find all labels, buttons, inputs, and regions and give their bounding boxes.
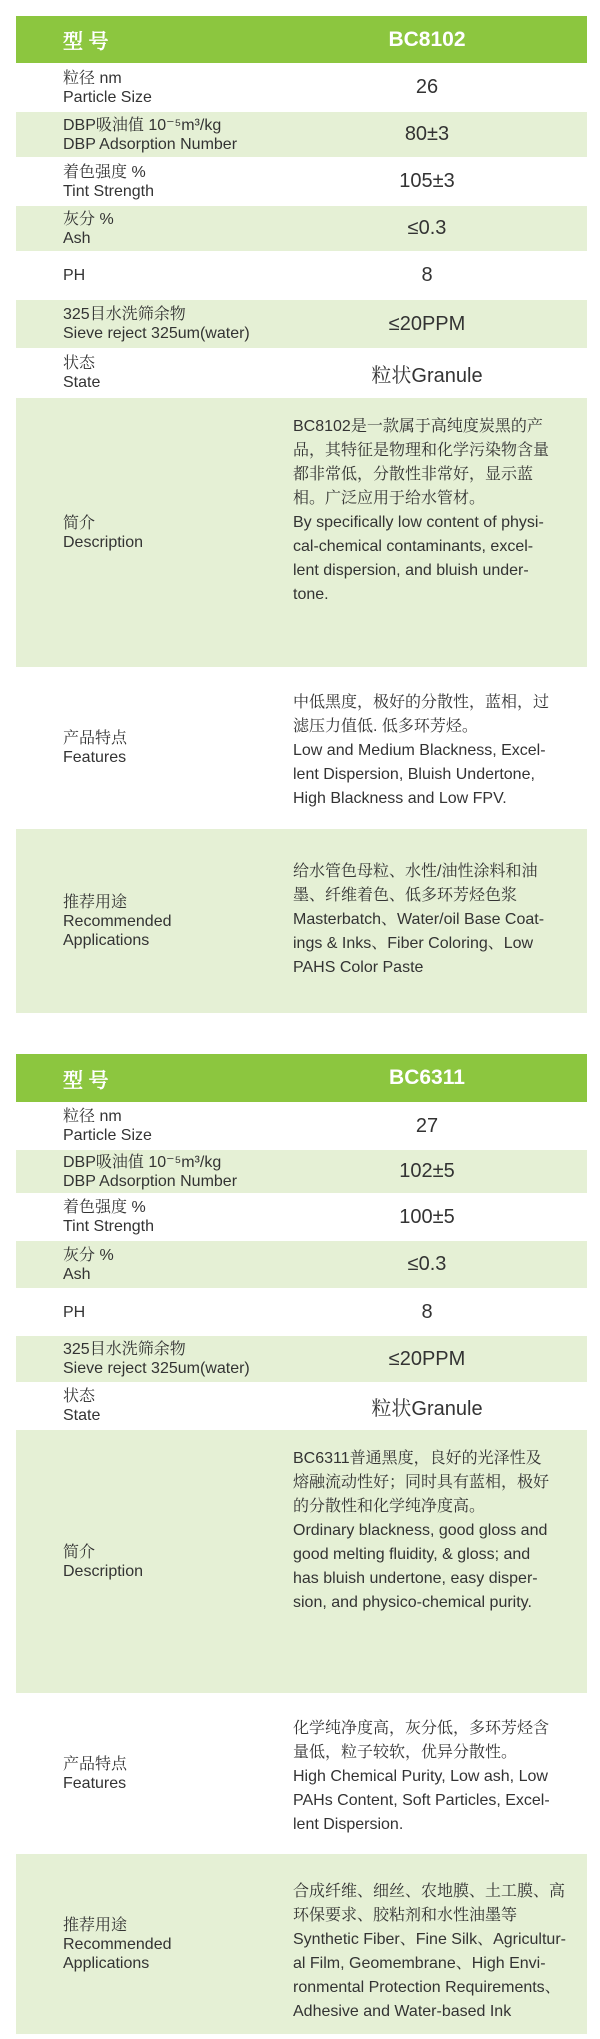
row-label (16, 1695, 267, 1852)
label-en: Sieve reject 325um(water) (63, 325, 250, 342)
spec-table-bc6311 (16, 1054, 587, 2036)
label-cn: 产品特点 (63, 1755, 128, 1773)
label-cn: PH (63, 1303, 86, 1321)
row-dbp (16, 1150, 587, 1195)
row-label (16, 1150, 267, 1193)
row-particle-size (16, 65, 587, 112)
description-text: BC8102是一款属于高纯度炭黑的产 品，其特征是物理和化学污染物含量 都非常低，分散性非常好，显示蓝 相。广泛应用于给水管材。 By specifically low content of physi- cal-chemical contaminants, excel- lent dispersion, and bluish under- tone. (293, 418, 550, 603)
label-cn: 325目水洗筛余物 (63, 306, 186, 323)
row-label (16, 65, 267, 110)
label-cn: 灰分 % (63, 210, 114, 228)
features-text: 中低黑度，极好的分散性，蓝相，过 滤压力值低. 低多环芳烃。 Low and Medium Blackness, Excel- lent Dispersion, Bluish Undertone, High Blackness and Low FPV. (293, 694, 550, 807)
row-label (16, 1430, 267, 1693)
label-en: Particle Size (63, 1127, 152, 1144)
row-label (16, 350, 267, 396)
model-type-label: 型 号 (63, 31, 109, 53)
label-en: Ash (63, 1265, 91, 1283)
row-label (16, 1241, 267, 1288)
model-name: BC8102 (388, 27, 466, 51)
row-particle-size (16, 1104, 587, 1150)
row-value: 80±3 (404, 123, 450, 145)
row-value: 8 (421, 264, 433, 286)
table-header (16, 16, 587, 63)
row-label (16, 1854, 267, 2034)
spec-table-bc8102 (16, 16, 587, 1015)
row-value: ≤0.3 (407, 1253, 447, 1275)
row-ash (16, 206, 587, 253)
label-en: DBP Adsorption Number (63, 135, 238, 153)
row-ph (16, 1290, 587, 1336)
row-label (16, 159, 267, 204)
row-value: ≤20PPM (388, 312, 466, 335)
row-features (16, 1695, 587, 1854)
label-cn: 着色强度 % (63, 1199, 146, 1216)
row-features (16, 669, 587, 829)
row-applications (16, 829, 587, 1015)
row-value: 粒状Granule (371, 1397, 483, 1420)
row-label (16, 669, 267, 827)
label-en: Features (63, 1774, 127, 1792)
label-cn: 状态 (63, 355, 96, 372)
label-cn: DBP吸油值 10⁻⁵m³/kg (63, 1153, 222, 1171)
row-description (16, 1430, 587, 1695)
row-value: 粒状Granule (371, 364, 483, 387)
row-label (16, 206, 267, 251)
label-en: Tint Strength (63, 1218, 155, 1235)
label-cn: 产品特点 (63, 730, 128, 747)
row-label (16, 253, 267, 298)
label-cn: 推荐用途 (63, 893, 128, 911)
row-state (16, 350, 587, 398)
label-en: State (63, 1407, 101, 1424)
row-sieve-reject (16, 1336, 587, 1384)
row-value: 100±5 (399, 1205, 455, 1228)
label-en-2: Applications (63, 1954, 150, 1972)
features-text: 化学纯净度高，灰分低，多环芳烃含 量低，粒子较软，优异分散性。 High Chemical Purity, Low ash, Low PAHs Content, Soft Particles, Excel- lent Dispersion. (293, 1720, 550, 1833)
row-value: 105±3 (399, 170, 455, 192)
model-name: BC6311 (389, 1066, 465, 1089)
row-ph (16, 253, 587, 300)
label-cn: 粒径 nm (63, 1108, 122, 1125)
label-en: DBP Adsorption Number (63, 1172, 238, 1190)
row-sieve-reject (16, 300, 587, 350)
row-label (16, 300, 267, 348)
label-en: Sieve reject 325um(water) (63, 1360, 250, 1377)
row-label (16, 112, 267, 157)
label-en-2: Applications (63, 931, 150, 949)
row-label (16, 1290, 267, 1334)
row-value: 27 (415, 1114, 439, 1137)
label-cn: 简介 (63, 514, 96, 532)
label-cn: 推荐用途 (63, 1916, 128, 1934)
label-en: Description (63, 1562, 144, 1580)
row-value: ≤20PPM (388, 1347, 466, 1370)
row-label (16, 829, 267, 1013)
row-tint-strength (16, 159, 587, 206)
row-label (16, 1384, 267, 1428)
row-description (16, 398, 587, 669)
label-en: Description (63, 533, 144, 551)
row-value: 8 (421, 1300, 433, 1323)
label-en: State (63, 374, 101, 391)
description-text: BC6311普通黑度，良好的光泽性及 熔融流动性好；同时具有蓝相，极好 的分散性和化学纯净度高。 Ordinary blackness, good gloss and good melting fluidity, & gloss; and has bluish undertone, easy disper- sion, and physico-chemical purity. (293, 1450, 550, 1611)
label-cn: 简介 (63, 1543, 96, 1561)
label-cn: 灰分 % (63, 1246, 114, 1264)
row-label (16, 1104, 267, 1148)
label-cn: PH (63, 267, 86, 284)
row-value: 26 (415, 76, 439, 98)
row-label (16, 1336, 267, 1382)
label-cn: DBP吸油值 10⁻⁵m³/kg (63, 116, 222, 134)
model-type-label: 型 号 (63, 1069, 109, 1092)
row-dbp (16, 112, 587, 159)
label-en: Particle Size (63, 88, 152, 106)
label-cn: 粒径 nm (63, 69, 122, 87)
label-en: Recommended (63, 912, 172, 930)
label-cn: 着色强度 % (63, 163, 146, 181)
row-applications (16, 1854, 587, 2036)
label-en: Recommended (63, 1935, 172, 1953)
row-ash (16, 1241, 587, 1290)
row-tint-strength (16, 1195, 587, 1241)
label-cn: 状态 (63, 1388, 96, 1405)
row-label (16, 398, 267, 667)
label-en: Ash (63, 229, 91, 247)
row-label (16, 1195, 267, 1239)
row-state (16, 1384, 587, 1430)
label-en: Tint Strength (63, 182, 155, 200)
row-value: ≤0.3 (407, 217, 447, 239)
applications-text: 给水管色母粒、水性/油性涂料和油 墨、纤维着色、低多环芳烃色浆 Masterbatch、Water/oil Base Coat- ings & Inks、Fiber Coloring、Low PAHS Color Paste (293, 863, 545, 976)
label-cn: 325目水洗筛余物 (63, 1341, 186, 1358)
row-value: 102±5 (399, 1160, 455, 1182)
table-header (16, 1054, 587, 1102)
applications-text: 合成纤维、细丝、农地膜、土工膜、高 环保要求、胶粘剂和水性油墨等 Synthetic Fiber、Fine Silk、Agricultur- al Film, Geomembrane、High Envi- ronmental Protection Requirements、 Adhesive and Water-based Ink (293, 1883, 566, 2020)
label-en: Features (63, 749, 127, 766)
